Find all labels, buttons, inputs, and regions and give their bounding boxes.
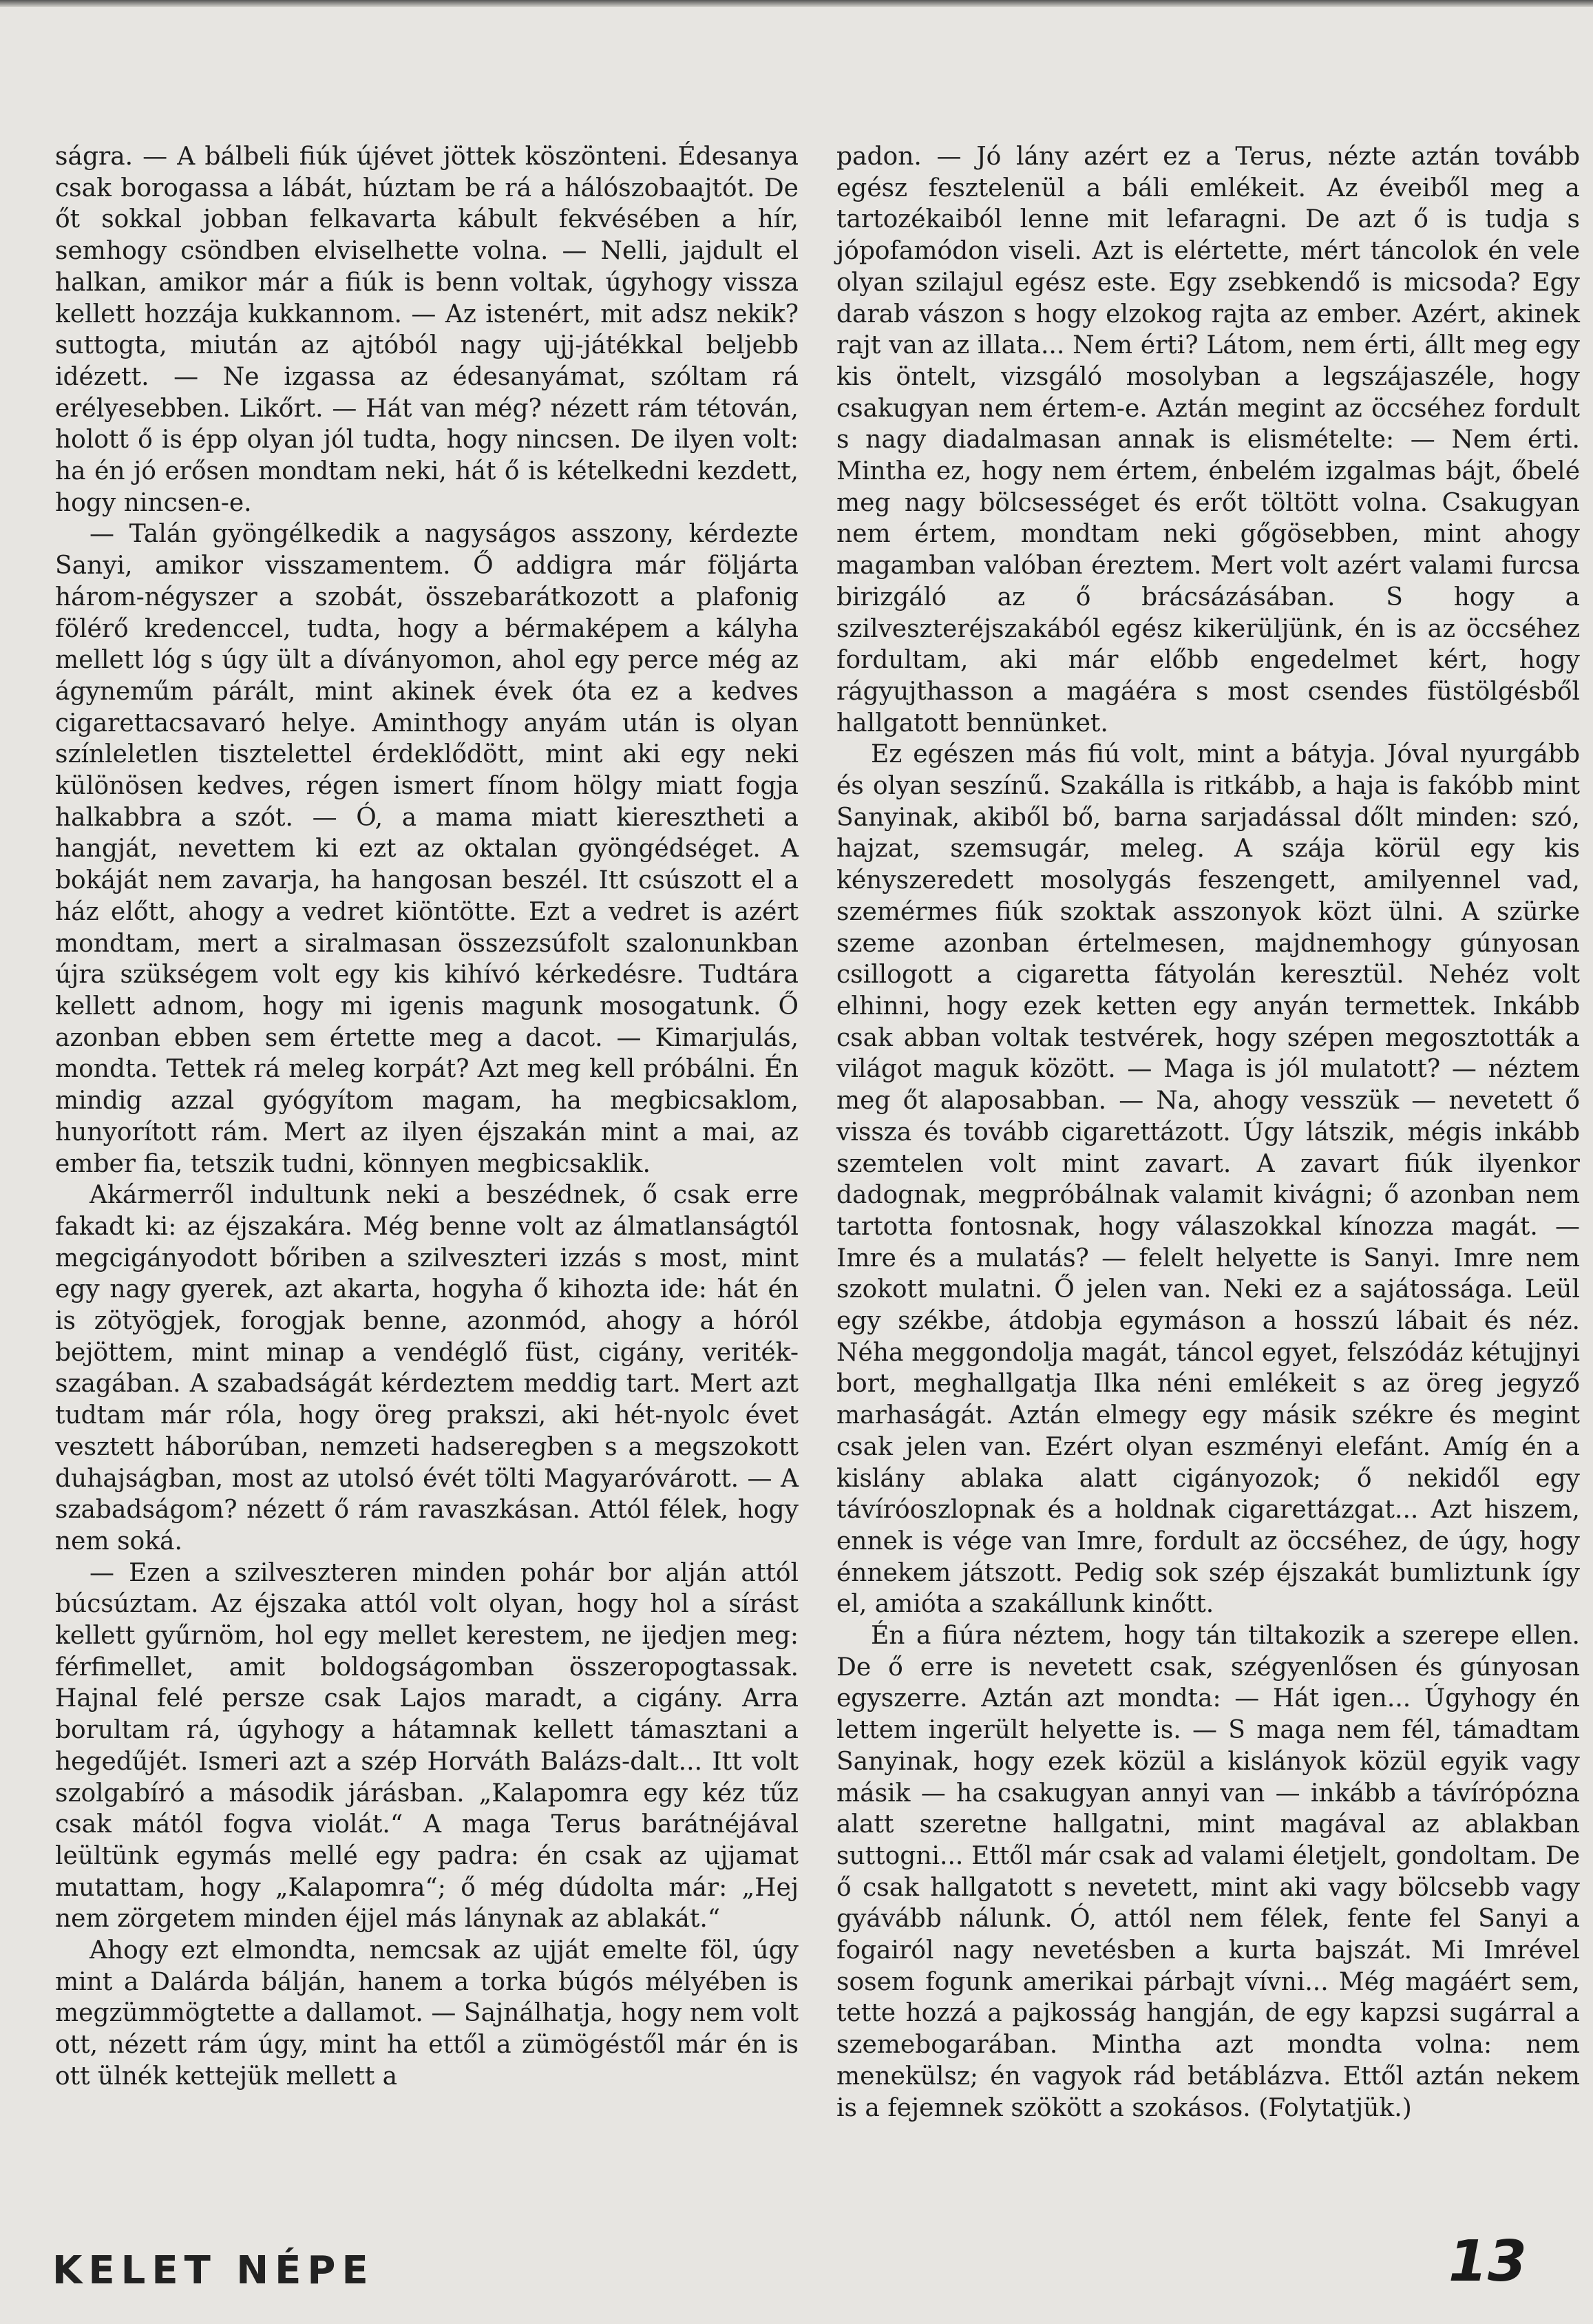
paragraph: Én a fiúra néztem, hogy tán tiltakozik a szerepe ellen. De ő erre is nevetett csak, szégyenlősen és gúnyosan egyszerre. Aztán azt mondta: — Hát igen... Úgyhogy én lettem ingerült helyette is. — S maga nem fél, támadtam Sanyinak, hogy ezek közül a kislányok közül egyik vagy másik — ha csakugyan annyi van — inkább a távírópózna alatt szeretne hallgatni, mint magával az ablakban suttogni... Ettől már csak ad valami életjelt, gondoltam. De ő csak hallgatott s nevetett, mint aki vagy bölcsebb vagy gyávább nálunk. Ó, attól nem félek, fente fel Sanyi a fogairól nagy nevetésben a kurta bajszát. Mi Imrével sosem fogunk amerikai párbajt vívni... Még magáért sem, tette hozzá a pajkosság hangján, de egy kapzsi sugárral a szemebogarában. Mintha azt mondta volna: nem menekülsz; én vagyok rád betáblázva. Ettől aztán nekem is a fejemnek szökött a szokásos. (Folytatjük.) [836,1622,1580,2122]
left-column [55,141,799,2093]
magazine-name: KELET NÉPE [52,2248,374,2293]
paragraph: Akármerről indultunk neki a beszédnek, ő csak erre fakadt ki: az éjszakára. Még benne volt az álmatlanságtól megcigányodott bőriben a szilveszteri izzás s most, mint egy nagy gyerek, azt akarta, hogyha ő kihozta ide: hát én is zötyögjek, forogjak benne, azonmód, ahogy a hóról bejöttem, mint minap a vendéglő füst, cigány, veriték-szagában. A szabadságát kérdeztem meddig tart. Mert azt tudtam már róla, hogy öreg prakszi, aki hét-nyolc évet vesztett háborúban, nemzeti hadseregben s a megszokott duhajságban, most az utolsó évét tölti Magyaróvárott. — A szabadságom? nézett ő rám ravaszkásan. Attól félek, hogy nem soká. [55,1181,799,1556]
paragraph: — Talán gyöngélkedik a nagyságos asszony, kérdezte Sanyi, amikor visszamentem. Ő addigra már följárta három-négyszer a szobát, összebarátkozott a plafonig fölérő kredenccel, tudta, hogy a bérmaképem a kályha mellett lóg s úgy ült a díványomon, ahol egy perce még az ágyneműm párált, mint akinek évek óta ez a kedves cigarettacsavaró helye. Aminthogy anyám után is olyan színleletlen tisztelettel érdeklődött, mint aki egy neki különösen kedves, régen ismert fínom hölgy miatt fogja halkabbra a szót. — Ó, a mama miatt kieresztheti a hangját, nevettem ki ezt az oktalan gyöngédséget. A bokáját nem zavarja, ha hangosan beszél. Itt csúszott el a ház előtt, ahogy a vedret kiöntötte. Ezt a vedret is azért mondtam, mert a siralmasan összezsúfolt szalonunkban újra szükségem volt egy kis kihívó kérkedésre. Tudtára kellett adnom, hogy mi igenis magunk mosogatunk. Ő azonban ebben sem értette meg a dacot. — Kimarjulás, mondta. Tettek rá meleg korpát? Azt meg kell próbálni. Én mindig azzal gyógyítom magam, ha megbicsaklom, hunyorított rám. Mert az ilyen éjszakán mint a mai, az ember fia, tetszik tudni, könnyen megbicsaklik. [55,520,799,1178]
right-column [836,141,1580,2124]
paragraph: padon. — Jó lány azért ez a Terus, nézte aztán tovább egész fesztelenül a báli emlékeit. Az éveiből meg a tartozékaiból lenne mit lefaragni. De azt ő is tudja s jópofamódon viseli. Azt is elértette, mért táncolok én vele olyan szilajul egész este. Egy zsebkendő is micsoda? Egy darab vászon s hogy elzokog rajta az ember. Azért, akinek rajt van az illata... Nem érti? Látom, nem érti, állt meg egy kis öntelt, vizsgáló mosolyban a legszájaszéle, hogy csakugyan nem értem-e. Aztán megint az öccséhez fordult s nagy diadalmasan annak is elismételte: — Nem érti. Mintha ez, hogy nem értem, énbelém izgalmas bájt, őbelé meg nagy bölcsességet és erőt töltött volna. Csakugyan nem értem, mondtam neki gőgösebben, mint ahogy magamban valóban éreztem. Mert volt azért valami furcsa birizgáló az ő brácsázásában. S hogy a szilveszteréjszakából egész kikerüljünk, én is az öccséhez fordultam, aki már előbb engedelmet kért, hogy rágyujthasson a magáéra s most csendes füstölgésből hallgatott bennünket. [836,143,1580,737]
page-number: 13 [1448,2229,1527,2294]
paragraph: Ez egészen más fiú volt, mint a bátyja. Jóval nyurgább és olyan seszínű. Szakálla is ritkább, a haja is fakóbb mint Sanyinak, akiből bő, barna sarjadással dőlt minden: szó, hajzat, szemsugár, meleg. A szája körül egy kis kényszeredett mosolygás feszengett, amilyennel vad, szemérmes fiúk szoktak asszonyok közt ülni. A szürke szeme azonban értelmesen, majdnemhogy gúnyosan csillogott a cigaretta fátyolán keresztül. Nehéz volt elhinni, hogy ezek ketten egy anyán termettek. Inkább csak abban voltak testvérek, hogy szépen megosztották a világot maguk között. — Maga is jól mulatott? — néztem meg őt alaposabban. — Na, ahogy vesszük — nevetett ő vissza és tovább cigarettázott. Úgy látszik, mégis inkább szemtelen volt mint zavart. A zavart fiúk ilyenkor dadognak, megpróbálnak valamit kivágni; ő azonban nem tartotta fontosnak, hogy válaszokkal kínozza magát. — Imre és a mulatás? — felelt helyette is Sanyi. Imre nem szokott mulatni. Ő jelen van. Neki ez a sajátossága. Leül egy székbe, átdobja egymáson a hosszú lábait és néz. Néha meggondolja magát, táncol egyet, felszódáz kétujjnyi bort, meghallgatja Ilka néni emlékeit s az öreg jegyző marhaságát. Aztán elmegy egy másik székre és megint csak jelen van. Ezért olyan eszményi elefánt. Amíg én a kislány ablaka alatt cigányozok; ő nekidől egy távíróoszlopnak és a holdnak cigarettázgat... Azt hiszem, ennek is vége van Imre, fordult az öccséhez, de úgy, hogy énnekem játszott. Pedig sok szép éjszakát bumliztunk így el, amióta a szakállunk kinőtt. [836,740,1580,1619]
paragraph: ságra. — A bálbeli fiúk újévet jöttek köszönteni. Édesanya csak borogassa a lábát, húztam be rá a hálószobaajtót. De őt sokkal jobban felkavarta kábult fekvésében a hír, semhogy csöndben elviselhette volna. — Nelli, jajdult el halkan, amikor már a fiúk is benn voltak, úgyhogy vissza kellett hozzája kukkannom. — Az istenért, mit adsz nekik? suttogta, miután az ajtóból nagy ujj-játékkal beljebb idézett. — Ne izgassa az édesanyámat, szóltam rá erélyesebben. Likőrt. — Hát van még? nézett rám tétován, holott ő is épp olyan jól tudta, hogy nincsen. De ilyen volt: ha én jó erősen mondtam neki, hát ő is kételkedni kezdett, hogy nincsen-e. [55,143,799,517]
paragraph: — Ezen a szilveszteren minden pohár bor alján attól búcsúztam. Az éjszaka attól volt olyan, hogy hol a sírást kellett gyűrnöm, hol egy mellet kerestem, ne ijedjen meg: férfimellet, amit boldogságomban összeropogtassak. Hajnal felé persze csak Lajos maradt, a cigány. Arra borultam rá, úgyhogy a hátamnak kellett támasztani a hegedűjét. Ismeri azt a szép Horváth Balázs-dalt... Itt volt szolgabíró a második járásban. „Kalapomra egy kéz tűz csak mától fogva violát.“ A maga Terus barátnéjával leültünk egymás mellé egy padra: én csak az ujjamat mutattam, hogy „Kalapomra“; ő még dúdolta már: „Hej nem zörgetem minden éjjel más lánynak az ablakát.“ [55,1558,799,1934]
page-top-edge [0,0,1593,7]
paragraph: Ahogy ezt elmondta, nemcsak az ujját emelte föl, úgy mint a Dalárda bálján, hanem a torka búgós mélyében is megzümmögtette a dallamot. — Sajnálhatja, hogy nem volt ott, nézett rám úgy, mint ha ettől a zümögéstől már én is ott ülnék kettejük mellett a [55,1936,799,2091]
